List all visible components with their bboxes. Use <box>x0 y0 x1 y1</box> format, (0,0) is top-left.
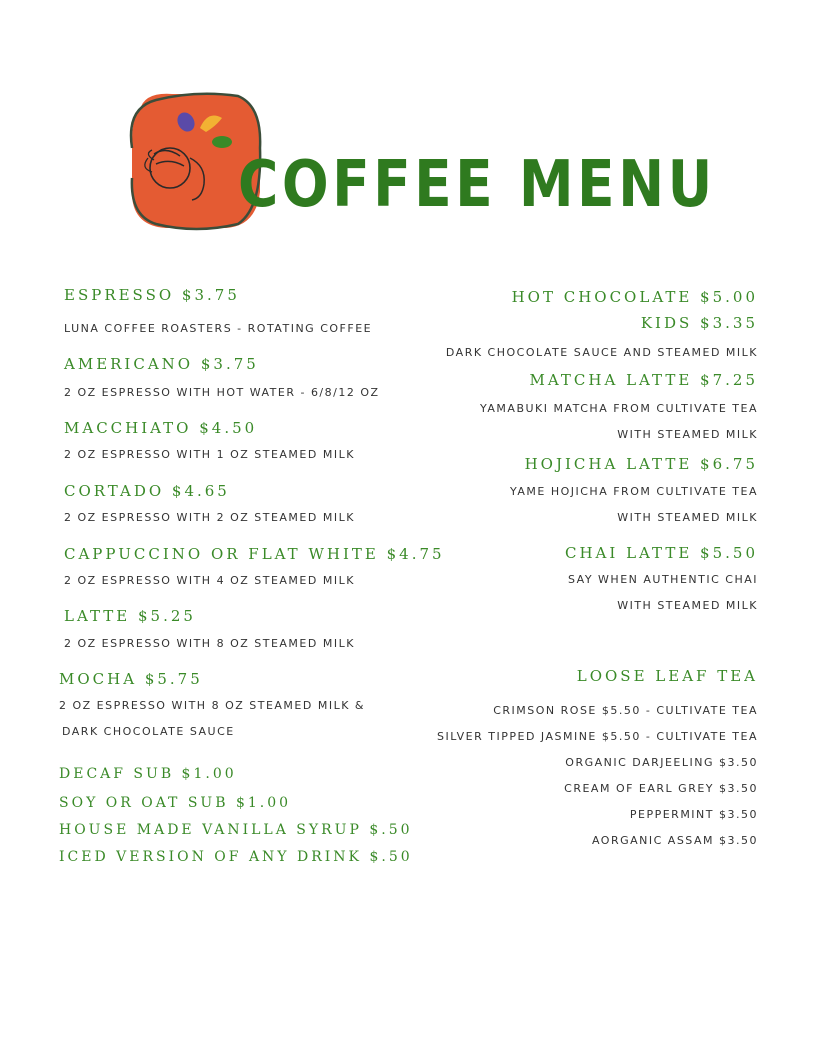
menu-item-cappuccino: CAPPUCCINO OR FLAT WHITE $4.75 <box>64 545 445 563</box>
menu-item-cappuccino-desc: 2 OZ ESPRESSO WITH 4 OZ STEAMED MILK <box>64 574 355 587</box>
menu-item-matcha-latte: MATCHA LATTE $7.25 <box>529 371 758 389</box>
menu-item-americano: AMERICANO $3.75 <box>64 355 259 373</box>
menu-item-macchiato: MACCHIATO $4.50 <box>64 419 258 437</box>
tea-item: PEPPERMINT $3.50 <box>629 808 758 821</box>
menu-item-macchiato-desc: 2 OZ ESPRESSO WITH 1 OZ STEAMED MILK <box>64 448 355 461</box>
menu-item-chai-desc-2: WITH STEAMED MILK <box>617 599 758 612</box>
menu-item-americano-desc: 2 OZ ESPRESSO WITH HOT WATER - 6/8/12 OZ <box>64 386 380 399</box>
menu-item-matcha-desc-1: YAMABUKI MATCHA FROM CULTIVATE TEA <box>480 402 758 415</box>
tea-item: SILVER TIPPED JASMINE $5.50 - CULTIVATE TEA <box>437 730 758 743</box>
page-title: COFFEE MENU <box>238 148 716 222</box>
menu-item-matcha-desc-2: WITH STEAMED MILK <box>617 428 758 441</box>
tea-item: AORGANIC ASSAM $3.50 <box>591 834 758 847</box>
menu-item-espresso: ESPRESSO $3.75 <box>64 286 240 304</box>
addon-iced: ICED VERSION OF ANY DRINK $.50 <box>59 849 413 865</box>
menu-item-cortado-desc: 2 OZ ESPRESSO WITH 2 OZ STEAMED MILK <box>64 511 355 524</box>
menu-item-kids: KIDS $3.35 <box>640 314 758 332</box>
menu-item-hot-chocolate: HOT CHOCOLATE $5.00 <box>511 288 758 306</box>
addon-vanilla-syrup: HOUSE MADE VANILLA SYRUP $.50 <box>59 822 413 838</box>
menu-item-espresso-desc: LUNA COFFEE ROASTERS - ROTATING COFFEE <box>64 322 373 335</box>
menu-item-latte-desc: 2 OZ ESPRESSO WITH 8 OZ STEAMED MILK <box>64 637 355 650</box>
menu-item-chai-latte: CHAI LATTE $5.50 <box>564 544 758 562</box>
menu-item-hojicha-desc-1: YAME HOJICHA FROM CULTIVATE TEA <box>510 485 758 498</box>
menu-item-mocha-desc-1: 2 OZ ESPRESSO WITH 8 OZ STEAMED MILK & <box>59 699 365 712</box>
tea-item: CRIMSON ROSE $5.50 - CULTIVATE TEA <box>493 704 758 717</box>
menu-item-chai-desc-1: SAY WHEN AUTHENTIC CHAI <box>567 573 758 586</box>
menu-item-mocha: MOCHA $5.75 <box>59 670 203 688</box>
addon-soy-oat: SOY OR OAT SUB $1.00 <box>59 795 292 811</box>
menu-item-latte: LATTE $5.25 <box>64 607 196 625</box>
menu-item-mocha-desc-2: DARK CHOCOLATE SAUCE <box>62 725 235 738</box>
menu-item-hojicha-latte: HOJICHA LATTE $6.75 <box>524 455 758 473</box>
menu-item-hot-chocolate-desc: DARK CHOCOLATE SAUCE AND STEAMED MILK <box>445 346 758 359</box>
tea-item: CREAM OF EARL GREY $3.50 <box>564 782 758 795</box>
menu-item-cortado: CORTADO $4.65 <box>64 482 230 500</box>
menu-item-hojicha-desc-2: WITH STEAMED MILK <box>617 511 758 524</box>
addon-decaf: DECAF SUB $1.00 <box>59 766 237 782</box>
tea-item: ORGANIC DARJEELING $3.50 <box>565 756 758 769</box>
tea-heading: LOOSE LEAF TEA <box>576 667 758 685</box>
